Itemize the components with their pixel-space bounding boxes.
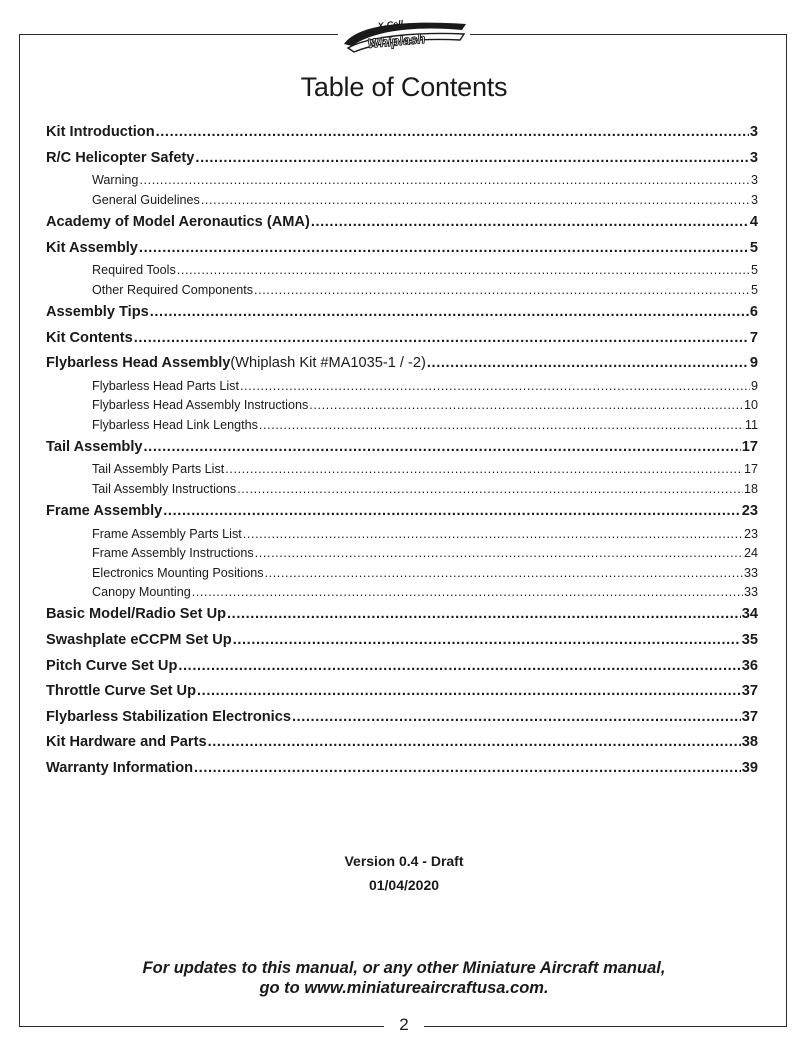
- dot-leader: [192, 583, 743, 602]
- dot-leader: [177, 261, 750, 280]
- toc-entry[interactable]: [46, 730, 758, 756]
- toc-page-number: 9: [750, 378, 758, 393]
- toc-entry[interactable]: [46, 300, 758, 326]
- toc-entry-title: Flybarless Head Assembly: [46, 355, 231, 372]
- toc-page-number: 36: [741, 657, 758, 674]
- toc-entry[interactable]: [46, 236, 758, 262]
- toc-subentry[interactable]: [46, 416, 758, 435]
- toc-page-number: 39: [741, 759, 758, 776]
- toc-subentry[interactable]: [46, 261, 758, 280]
- toc-entry[interactable]: [46, 435, 758, 461]
- toc-page-number: 37: [741, 683, 758, 700]
- toc-page-number: 17: [743, 462, 758, 477]
- toc-entry-note: (Whiplash Kit #MA1035-1 / -2): [230, 355, 426, 372]
- toc-subentry[interactable]: [46, 525, 758, 544]
- toc-entry-title: General Guidelines: [92, 192, 200, 207]
- dot-leader: [197, 679, 741, 705]
- dot-leader: [195, 146, 748, 172]
- toc-subentry[interactable]: [46, 171, 758, 190]
- toc-subentry[interactable]: [46, 480, 758, 499]
- toc-entry-title: Electronics Mounting Positions: [92, 565, 264, 580]
- svg-text:Whiplash: Whiplash: [366, 31, 426, 51]
- dot-leader: [265, 564, 743, 583]
- toc-entry[interactable]: [46, 326, 758, 352]
- xcell-whiplash-logo: [338, 14, 470, 58]
- dot-leader: [237, 480, 743, 499]
- toc-subentry[interactable]: [46, 281, 758, 300]
- toc-page-number: 23: [743, 526, 758, 541]
- toc-entry[interactable]: [46, 602, 758, 628]
- dot-leader: [255, 544, 743, 563]
- toc-entry[interactable]: [46, 705, 758, 731]
- dot-leader: [243, 525, 743, 544]
- toc-page-number: 10: [743, 398, 758, 413]
- toc-entry-title: Warranty Information: [46, 759, 194, 776]
- dot-leader: [240, 377, 750, 396]
- toc-entry-title: Assembly Tips: [46, 303, 149, 320]
- dot-leader: [156, 120, 749, 146]
- toc-entry-title: Tail Assembly Parts List: [92, 462, 225, 477]
- toc-page-number: 24: [743, 546, 758, 561]
- toc-entry[interactable]: [46, 351, 758, 377]
- toc-page-number: 33: [743, 585, 758, 600]
- dot-leader: [194, 756, 741, 782]
- toc-entry-title: Academy of Model Aeronautics (AMA): [46, 213, 310, 230]
- toc-subentry[interactable]: [46, 460, 758, 479]
- table-of-contents: [46, 120, 758, 782]
- dot-leader: [201, 191, 750, 210]
- toc-entry-title: Pitch Curve Set Up: [46, 657, 178, 674]
- toc-entry-title: Kit Contents: [46, 329, 133, 346]
- toc-page-number: 35: [741, 632, 758, 649]
- page-title: Table of Contents: [300, 72, 508, 102]
- dot-leader: [259, 416, 744, 435]
- dot-leader: [427, 351, 749, 377]
- toc-entry[interactable]: [46, 120, 758, 146]
- toc-page-number: 3: [749, 124, 758, 140]
- dot-leader: [134, 326, 749, 352]
- toc-page-number: 33: [743, 565, 758, 580]
- dot-leader: [208, 730, 741, 756]
- dot-leader: [163, 499, 741, 525]
- toc-entry-title: Swashplate eCCPM Set Up: [46, 632, 232, 649]
- toc-entry-title: Tail Assembly Instructions: [92, 481, 237, 496]
- toc-subentry[interactable]: [46, 191, 758, 210]
- toc-entry[interactable]: [46, 499, 758, 525]
- toc-entry[interactable]: [46, 679, 758, 705]
- toc-subentry[interactable]: [46, 564, 758, 583]
- toc-page-number: 5: [749, 239, 758, 256]
- update-notice-line2: go to www.miniatureaircraftusa.com.: [259, 979, 549, 997]
- toc-entry[interactable]: [46, 210, 758, 236]
- toc-subentry[interactable]: [46, 544, 758, 563]
- toc-page-number: 18: [743, 481, 758, 496]
- toc-entry-title: Canopy Mounting: [92, 585, 191, 600]
- toc-subentry[interactable]: [46, 396, 758, 415]
- toc-page-number: 3: [750, 173, 758, 188]
- toc-page-number: 7: [749, 329, 758, 346]
- toc-entry[interactable]: [46, 146, 758, 172]
- toc-entry-title: Flybarless Stabilization Electronics: [46, 708, 291, 725]
- toc-entry-title: Frame Assembly Parts List: [92, 526, 242, 541]
- page-number: 2: [384, 1013, 424, 1037]
- toc-entry-title: Kit Assembly: [46, 239, 138, 256]
- dot-leader: [139, 171, 750, 190]
- toc-page-number: 6: [749, 303, 758, 320]
- dot-leader: [233, 628, 741, 654]
- toc-page-number: 37: [741, 708, 758, 725]
- toc-page-number: 9: [749, 355, 758, 372]
- toc-page-number: 5: [750, 282, 758, 297]
- dot-leader: [139, 236, 749, 262]
- toc-entry-title: Throttle Curve Set Up: [46, 683, 197, 700]
- toc-entry-title: Basic Model/Radio Set Up: [46, 606, 227, 623]
- toc-page-number: 11: [744, 417, 758, 432]
- dot-leader: [178, 654, 740, 680]
- version-date: 01/04/2020: [368, 877, 440, 893]
- update-notice-line1: For updates to this manual, or any other Miniature Aircraft manual,: [142, 959, 666, 977]
- toc-page-number: 3: [750, 192, 758, 207]
- dot-leader: [311, 210, 749, 236]
- svg-text:X-Cell: X-Cell: [377, 18, 404, 31]
- toc-entry[interactable]: [46, 654, 758, 680]
- toc-page-number: 23: [741, 503, 758, 520]
- dot-leader: [292, 705, 741, 731]
- toc-entry-title: Other Required Components: [92, 282, 254, 297]
- dot-leader: [150, 300, 749, 326]
- toc-entry[interactable]: [46, 756, 758, 782]
- toc-entry-title: Flybarless Head Assembly Instructions: [92, 398, 309, 413]
- dot-leader: [309, 396, 743, 415]
- toc-entry[interactable]: [46, 628, 758, 654]
- toc-entry-title: Required Tools: [92, 263, 176, 278]
- dot-leader: [225, 460, 743, 479]
- toc-entry-title: Warning: [92, 173, 139, 188]
- toc-page-number: 3: [749, 149, 758, 166]
- toc-entry-title: Frame Assembly: [46, 503, 163, 520]
- toc-page-number: 38: [741, 734, 758, 751]
- toc-page-number: 17: [741, 438, 758, 455]
- toc-entry-title: Flybarless Head Parts List: [92, 378, 239, 393]
- dot-leader: [227, 602, 741, 628]
- toc-entry-title: Flybarless Head Link Lengths: [92, 417, 258, 432]
- dot-leader: [144, 435, 741, 461]
- toc-entry-title: Kit Introduction: [46, 124, 155, 140]
- toc-page-number: 4: [749, 213, 758, 230]
- version-label: Version 0.4 - Draft: [344, 853, 464, 869]
- toc-page-number: 5: [750, 263, 758, 278]
- toc-entry-title: Tail Assembly: [46, 438, 143, 455]
- toc-entry-title: Kit Hardware and Parts: [46, 734, 207, 751]
- toc-subentry[interactable]: [46, 377, 758, 396]
- dot-leader: [254, 281, 750, 300]
- toc-entry-title: Frame Assembly Instructions: [92, 546, 254, 561]
- toc-entry-title: R/C Helicopter Safety: [46, 149, 195, 166]
- toc-subentry[interactable]: [46, 583, 758, 602]
- toc-page-number: 34: [741, 606, 758, 623]
